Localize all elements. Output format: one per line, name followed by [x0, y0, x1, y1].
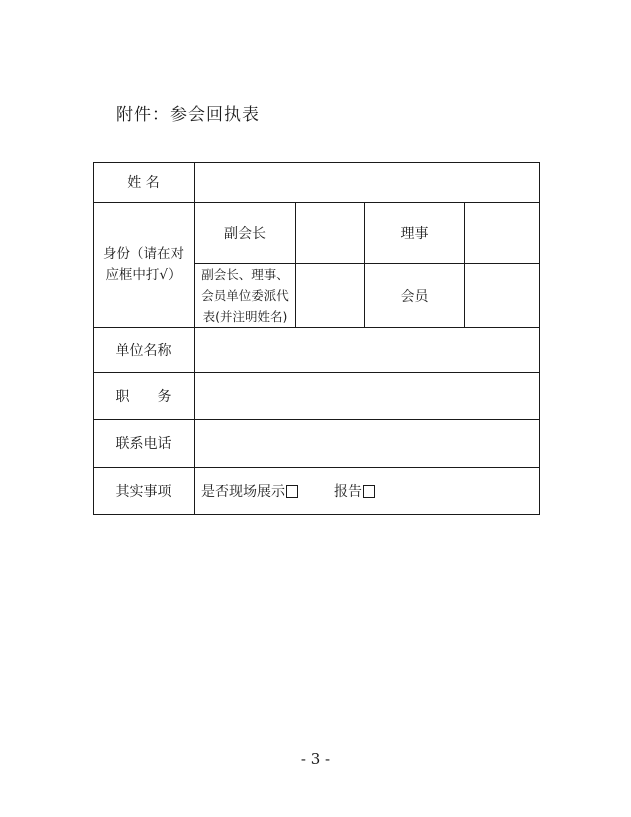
name-label: 姓 名 — [127, 175, 160, 191]
other-matters-label: 其实事项 — [115, 483, 172, 500]
page-number: - 3 - — [300, 750, 331, 768]
onsite-display-checkbox[interactable] — [286, 485, 298, 498]
delegate-label — [195, 264, 295, 327]
phone-field[interactable] — [195, 420, 539, 467]
vice-president-label: 副会长 — [224, 225, 266, 242]
identity-label-line2: 应框中打√） — [105, 266, 182, 283]
member-checkbox-cell[interactable] — [465, 264, 539, 327]
vice-president-checkbox-cell[interactable] — [296, 203, 364, 263]
identity-label — [93, 202, 194, 327]
member-label: 会员 — [400, 288, 429, 305]
unit-name-label: 单位名称 — [115, 342, 172, 359]
director-label: 理事 — [400, 225, 429, 242]
position-label: 职 务 — [115, 388, 172, 405]
other-matters-options — [201, 468, 539, 514]
registration-form-table — [93, 162, 540, 515]
phone-label: 联系电话 — [115, 436, 172, 452]
report-checkbox[interactable] — [363, 485, 375, 498]
delegate-checkbox-cell[interactable] — [296, 264, 364, 327]
delegate-label-line1: 副会长、理事、 — [201, 267, 289, 282]
page-title: 附件：参会回执表 — [116, 105, 260, 125]
identity-label-line1: 身份（请在对 — [103, 245, 184, 262]
position-field[interactable] — [195, 373, 539, 419]
onsite-display-label: 是否现场展示 — [201, 484, 285, 500]
report-label: 报告 — [334, 484, 362, 500]
director-checkbox-cell[interactable] — [465, 203, 539, 263]
delegate-label-line2: 会员单位委派代 — [201, 288, 289, 303]
delegate-label-line3: 表(并注明姓名) — [202, 309, 288, 324]
name-field[interactable] — [195, 163, 539, 202]
unit-name-field[interactable] — [195, 328, 539, 372]
